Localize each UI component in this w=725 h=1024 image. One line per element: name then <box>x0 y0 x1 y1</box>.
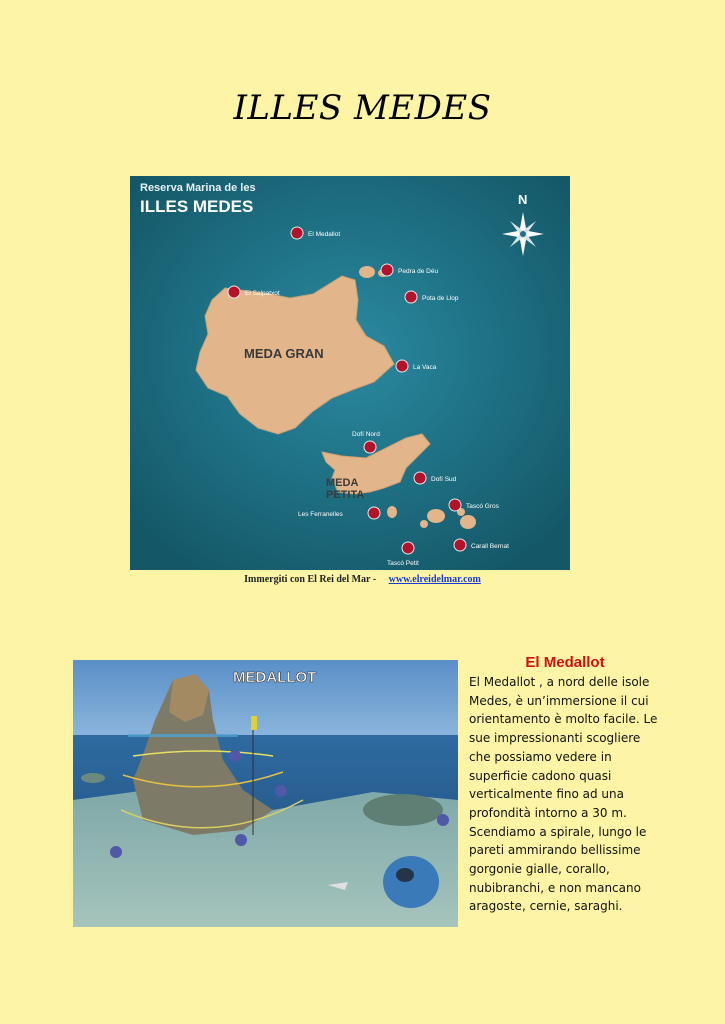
marine-reserve-map <box>130 176 570 570</box>
svg-text:Tascó Petit: Tascó Petit <box>387 560 419 567</box>
section-heading: El Medallot <box>525 654 605 671</box>
svg-text:La Vaca: La Vaca <box>413 364 437 371</box>
svg-text:Tascó Gros: Tascó Gros <box>466 503 499 510</box>
meda-petita-label-1: MEDA <box>326 477 359 489</box>
caption-text: Immergiti con El Rei del Mar - <box>244 574 377 585</box>
medallot-dive-illustration <box>73 660 458 927</box>
dive-image-label: MEDALLOT <box>233 669 317 686</box>
compass-north-label: N <box>518 192 528 207</box>
section-body: El Medallot , a nord delle isole Medes, è un’immersione il cui orientamento è molto facile. Le sue impressionanti scogliere che possiamo vedere in superficie cadono quasi verticalmente fino ad una profondità intorno a 30 m. Scendiamo a spirale, lungo le pareti ammirando bellissime gorgonie gialle, corallo, nubibranchi, e non mancano aragoste, cernie, saraghi. <box>469 675 658 914</box>
svg-text:Les Ferranelles: Les Ferranelles <box>298 511 343 518</box>
map-header-line2: ILLES MEDES <box>140 197 254 216</box>
page-title: ILLES MEDES <box>233 88 492 128</box>
svg-text:El Medallot: El Medallot <box>308 231 341 238</box>
map-header-line1: Reserva Marina de les <box>140 182 256 194</box>
svg-text:Carall Bernat: Carall Bernat <box>471 543 509 550</box>
map-caption <box>0 574 725 585</box>
svg-text:Pedra de Déu: Pedra de Déu <box>398 268 439 275</box>
meda-petita-label-2: PETITA <box>326 489 365 501</box>
svg-text:Dofí Sud: Dofí Sud <box>431 476 457 483</box>
svg-text:El Salpatxot: El Salpatxot <box>245 290 280 297</box>
svg-text:Dofí Nord: Dofí Nord <box>352 431 380 438</box>
svg-text:Pota de Llop: Pota de Llop <box>422 295 459 302</box>
meda-gran-label: MEDA GRAN <box>244 346 324 361</box>
website-link[interactable]: www.elreidelmar.com <box>388 574 481 585</box>
